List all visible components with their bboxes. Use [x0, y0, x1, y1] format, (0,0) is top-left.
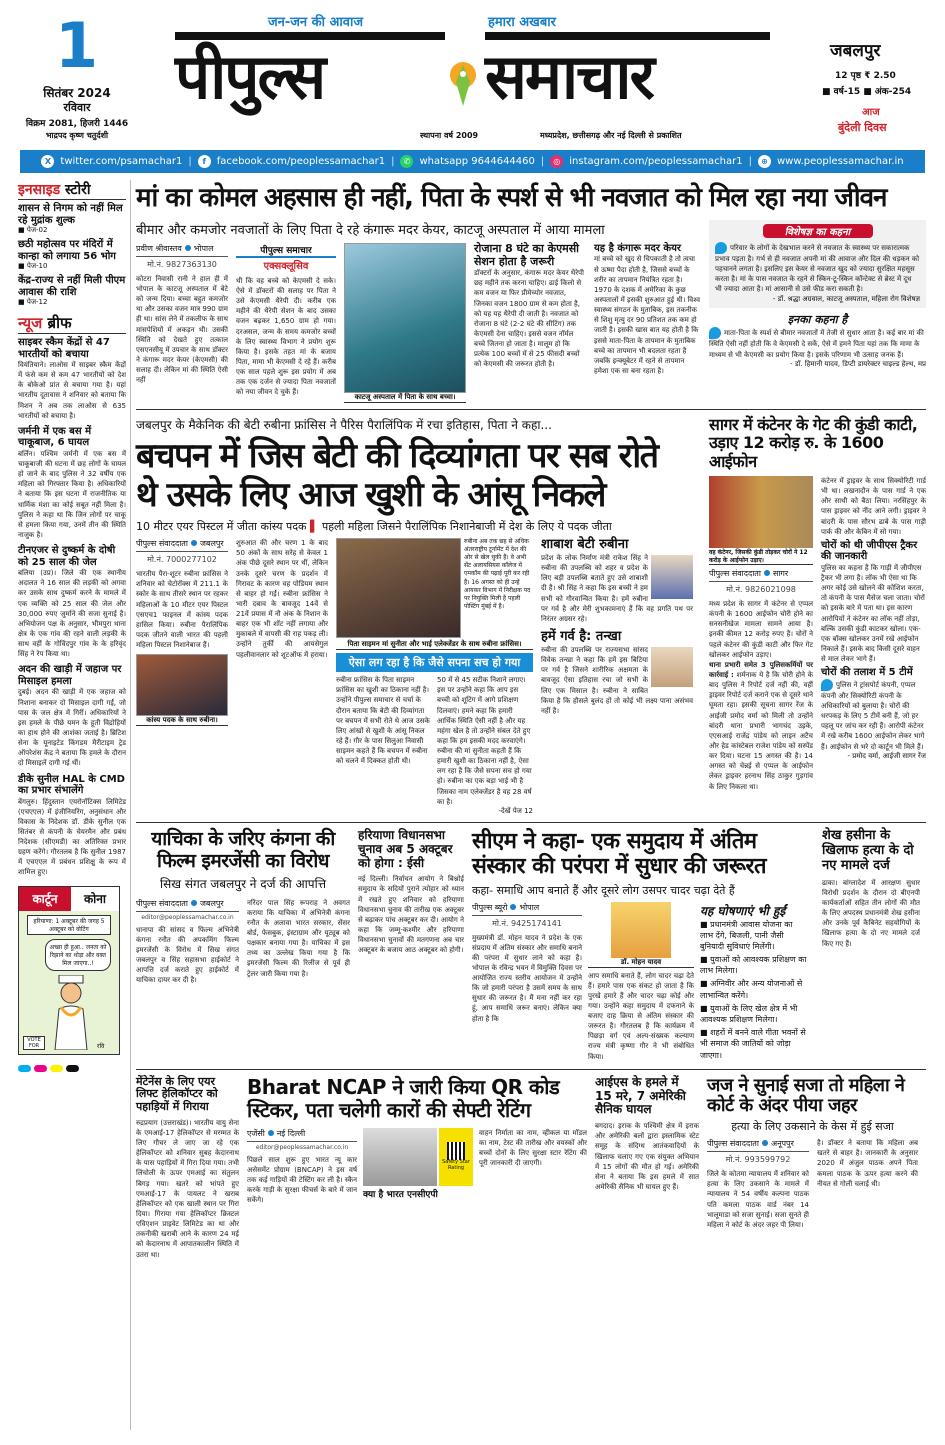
quote-icon: [715, 242, 727, 254]
cartoon-title-a: कार्टून: [19, 887, 71, 911]
news-brief-title: न्यूज ब्रीफ: [18, 313, 126, 334]
rubina-kicker: जबलपुर के मैकेनिक की बेटी रुबीना फ्रांसिस ने पैरिस पैरालिंपिक में रचा इतिहास, पिता ने कहा...: [136, 417, 552, 432]
container-photo: [709, 476, 813, 548]
sagar-col-1: वह कंटेनर, जिसकी कुंडी तोड़कर चोरों ने 12 करोड़ के आईफोन उड़ाए। पीपुल्स संवाददाता सागर मो.नं. 9826021098 मध्य प्रदेश के सागर में कंटेनर से एप्पल कंपनी के 1600 आईफोन चोरी होने का सनसनीखेज मामला सामने आया है। इनकी कीमत 12 करोड़ रुपए है। चोरों ने पहले कंटेनर की कुंडी काटी और फिर गेट खोलकर आईफोन उड़ाए। थाना प्रभारी समेत 3 पुलिसकर्मियों पर कार्रवाई : शर्मनाक ये है कि चोरी होने के बाद पुलिस ने रिपोर्ट दर्ज नहीं की, वहीं ड्राइवर रिपोर्ट दर्ज कराने एक से दूसरे थाने घूमता रहा। इसकी सूचना सागर रेंज के आईजी प्रमोद वर्मा को मिली तो उन्होंने बांदरी थाना प्रभारी भागचंद उइके, एएसआई राजेंद्र पांडेय को लाइन अटैच और हेड कांस्टेबल राजेश पांडेय को सस्पेंड कर दिया। घटना 15 अगस्त की है। 14 अगस्त को चेन्नई से एप्पल के आईफोन लेकर ड्राइवर हरनाथ सिंह ठाकुर गुड़गांव के लिए निकला था।: [709, 476, 813, 792]
brief-item: टीनएजर से दुष्कर्म के दोषी को 25 साल की जेल बलिया (उप्र)। जिले की एक स्थानीय अदालत ने 16 साल की लड़की को अगवा कर उसके साथ दुष्कर्म करने के मामले में एक व्यक्ति को 25 साल की जेल और 30,000 रुपए जुर्माने की सजा सुनाई है। अभियोजन पक्ष के अनुसार, भीमपुरा थाना क्षेत्र के एक गांव की रहने वाली लड़की के साथ वहीं के गोविंदपुर गांव के के हरिवृंद सिंह ने रेप किया था।: [18, 545, 126, 659]
inside-item[interactable]: शासन से निगम को नहीं मिल रहे मुद्रांक शुल्क ■ पेज-02: [18, 203, 123, 234]
social-twitter[interactable]: twitter.com/psamachar1: [60, 156, 183, 167]
inside-story-title: इनसाइड स्टोरी: [18, 180, 126, 200]
social-bar: X twitter.com/psamachar1 | f facebook.com/peoplessamachar1 | ✆ whatsapp 9644644460 | ◎ instagram.com/peoplessamachar1 | ⊕ www.peoplessamachar.in: [20, 150, 925, 173]
date-month-year: सितंबर 2024: [43, 86, 111, 100]
globe-icon: ⊕: [758, 155, 771, 168]
qr-code-icon: [447, 1142, 465, 1160]
rubina-col-3: रुबीना फ्रांसिस के पिता साइमन फ्रांसिस का खुशी का ठिकाना नहीं है। उन्होंने पीपुल्स समाचार से चर्चा के दौरान बताया कि बेटी की दिव्यांगता पर बचपन में सभी रोते थे आज उसके लिए आंखों से खुशी के आंसू निकल रहे हैं। गौर के पास सिलुआ निवासी साइमन कहते हैं कि बचपन में रुबीना को चलने में दिक्कत होती थी।: [336, 676, 430, 766]
lead-section: [136, 184, 926, 410]
cartoon-caption: हरियाणा: 1 अक्टूबर की जगह 5 अक्टूबर को वोटिंग: [27, 915, 111, 935]
year-issue: ■ वर्ष-15 ■ अंक-254: [822, 87, 912, 97]
cartoon-signature: रवि: [97, 1042, 105, 1050]
hasina-story: शेख हसीना के खिलाफ हत्या के दो नए मामले दर्ज ढाका। बांग्लादेश में आरक्षण सुधार विरोधी प्रदर्शन के दौरान दो बीएनपी कार्यकर्ताओं सहित तीन लोगों की मौत के लिए अपदस्थ प्रधानमंत्री शेख हसीना और उनके पूर्व कैबिनेट सहयोगियों के खिलाफ हत्या के दो नए मामले दर्ज किए गए हैं।: [822, 827, 920, 948]
rubina-col-2: शुरुआत की और चरण 1 के बाद 50 अंकों के साथ सरेह से केवल 1 अंक पीछे दूसरे स्थान पर थीं, लेकिन उनके दूसरे चरण के प्रदर्शन में गिरावट के कारण वह पोडियम स्थान से बाहर हो गईं। रुबीना फ्रांसिस ने भारी दबाव के बावजूद 14वें से 21वें प्रयास में नौ अंक के निशान के बाहर एक भी शॉट नहीं लगाया और मुकाबले में वापसी की राह पकड़ ली। उन्होंने तुर्की की आयसेगुल पहलीवानलार को शूटऑफ में हराया।: [236, 539, 328, 659]
inside-item[interactable]: केंद्र-राज्य से नहीं मिली पीएम आवास की राशि ■ पेज-12: [18, 275, 126, 306]
date-samvat: विक्रम 2081, हिजरी 1446: [25, 119, 129, 129]
sagar-headline: सागर में कंटेनर के गेट की कुंडी काटी, उड़ाए 12 करोड़ रु. के 1600 आईफोन: [709, 414, 918, 471]
qr-sticker-photo: Safety Star Rating: [363, 1128, 473, 1186]
minister-photo: [651, 555, 693, 599]
they-say-box: इनका कहना है माता-पिता के स्पर्श से बीमार नवजातों में तेजी से सुधार आता है। कई बार मां की स्थिति ऐसी नहीं होती कि वे केएमसी दे सकें, ऐसे में हमने पिता यहां तक कि मामा के माध्यम से भी केएमसी का प्रयोग किया है। इसके परिणाम भी उत्साह जनक हैं। - डॉ. हिमानी यादव, डिप्टी डायरेक्टर चाइल्ड हेल्थ, मप्र: [709, 313, 926, 368]
slogan-right: हमारा अखबार: [488, 15, 556, 30]
second-section: [136, 416, 926, 823]
masthead: [0, 0, 945, 148]
rubina-photo-caption: कांस्य पदक के साथ रुबीना।: [136, 716, 228, 726]
edition-city: जबलपुर: [830, 41, 881, 61]
brief-item: अदन की खाड़ी में जहाज पर मिसाइल हमला दुबई। अदन की खाड़ी में एक जहाज को निशाना बनाकर दो मिसाइल दागी गईं, जो पास के जल क्षेत्र में गिरीं। अधिकारियों ने इस हमले के पीछे यमन के हूती विद्रोहियों का हाथ होने की आशंका जताई है। ब्रिटिश सेना के यूनाइटेड किंगडम मैरीटाइम ट्रेड ऑपरेशंस केंद्र ने बताया कि हमले के दौरान दो मिसाइलें दागी गई थीं।: [18, 664, 126, 768]
family-photo-caption: पिता साइमन मां सुनीता और भाई एलेक्जेंडर के साथ रुबीना फ्रांसिस।: [336, 640, 533, 650]
exclusive-tag: पीपुल्स समाचार एक्सक्लूसिव: [236, 243, 336, 272]
announcement-item: ■ प्रधानमंत्री आवास योजना का लाभ देंगे, बिजली, पानी जैसी बुनियादी सुविधाएं मिलेंगी।: [700, 919, 793, 951]
quote-icon: [709, 327, 721, 339]
lead-headline: मां का कोमल अहसास ही नहीं, पिता के स्पर्श से भी नवजात को मिल रहा नया जीवन: [136, 183, 887, 213]
cm-story: सीएम ने कहा- एक समुदाय में अंतिम संस्कार की परंपरा में सुधार की जरूरत कहा- समाधि आप बनाते हैं और दूसरे लोग उसपर चादर चढ़ा देते हैं पीपुल्स ब्यूरो भोपाल मो.नं. 9425174141 मुख्यमंत्री डॉ. मोहन यादव ने प्रदेश के एक संप्रदाय में अंतिम संस्कार और समाधि बनाने की परंपरा में सुधार लाने को कहा है। भोपाल के रविन्द्र भवन में विमुक्ति दिवस पर आयोजित राज्य स्तरीय आयोजन में उन्होंने कि जो हमारी परंपरा है उसमें समय के साथ सुधार की जरूरत है। मैं मना नहीं कर रहा हूं, आप समाधि जरूर बनाएं। लेकिन क्या होता है कि डॉ. मोहन यादव आप समाधि बनाते हैं, लोग चादर चढ़ा देते हैं। हमारे पास एक संकट हो जाता है कि पुरखे हमारे हैं और चादर चढ़ा कोई और गया। उन्होंने कहा समुदाय में दफनाने के बजाए दाह क्रिया से अंतिम संस्कार की जरूरत है। गौरतलब है कि कार्यक्रम में पिछड़ा वर्ग एवं अल्प-संख्यक कल्याण राज्य मंत्री कृष्णा गौर ने भी संबोधित किया। यह घोषणाएं भी हुईं ■ प्रधानमंत्री आवास योजना का लाभ देंगे, बिजली, पानी जैसी बुनियादी सुविधाएं मिलेंगी। ■ युवाओं को आवश्यक प्रशिक्षण का लाभ मिलेगा। ■ अग्निवीर और अन्य योजनाओं से लाभान्वित करेंगे। ■ युवाओं के लिए खेल क्षेत्र में भी आवश्यक प्रशिक्षण मिलेगा। ■ शहरों में बनने वाले गीता भवनों से भी समाज की जातियों को जोड़ा जाएगा।: [472, 828, 807, 1061]
facebook-icon: f: [198, 155, 211, 168]
social-website[interactable]: www.peoplessamachar.in: [777, 156, 904, 167]
main-area: [136, 180, 926, 1260]
brief-item: साइबर स्कैम केंद्रों से 47 भारतीयों को बचाया वियंतियाने। लाओस में साइबर स्कैम केंद्रों में फंसे कम से कम 47 भारतीयों को देश के बोकेओ प्रांत से बचाया गया है। यहां भारतीय दूतावास ने शनिवार को बताया कि मिशन ने अब तक लाओस से 635 भारतीयों को बचाया है।: [18, 337, 126, 420]
announcement-item: ■ अग्निवीर और अन्य योजनाओं से लाभान्वित करेंगे।: [700, 979, 803, 1000]
date-tithi: भाद्रपद कृष्ण चतुर्दशी: [45, 131, 109, 140]
instagram-icon: ◎: [550, 155, 563, 168]
quote-icon: [821, 679, 833, 691]
announcement-item: ■ युवाओं के लिए खेल क्षेत्र में भी आवश्यक प्रशिक्षण मिलेगा।: [700, 1003, 798, 1024]
third-section: [136, 829, 926, 1070]
social-whatsapp[interactable]: whatsapp 9644644460: [419, 156, 535, 167]
rubina-family-photo: [336, 538, 461, 638]
brief-item: जर्मनी में एक बस में चाकूबाज, 6 घायल बर्लिन। पश्चिम जर्मनी में एक बस में चाकूबाजी की घटना में छह लोगों के घायल हो जाने के बाद पुलिस ने 32 वर्षीय एक महिला को गिरफ्तार किया है। अधिकारियों ने बताया कि इस घटना में राजनीतिक या धार्मिक मंशा का कोई सबूत नहीं मिला है। पुलिस ने कहा था कि जिन लोगों पर चाकू से हमला किया गया, उनमें तीन की स्थिति नाजुक है।: [18, 425, 126, 539]
lead-photo: [344, 243, 466, 393]
rubina-headline-1: बचपन में जिस बेटी की दिव्यांगता पर सब रोते: [136, 435, 658, 476]
left-column: [18, 180, 126, 1072]
fourth-section: [136, 1076, 926, 1260]
rubina-photo-note: रुबीना अब तक छह से अधिक अंतरराष्ट्रीय टूर्नामेंट में देश की ओर से खेल चुकी हैं। वे अभी सेंट अलायसियस कॉलेज में एमकॉम की पढ़ाई पूरी कर रही हैं। 16 अगस्त को ही उन्हें आयकर विभाग में निरीक्षक पद पर नियुक्ति मिली है पहली पोस्टिंग मुंबई में है।: [464, 538, 531, 610]
date-weekday: रविवार: [63, 101, 91, 114]
rubina-medal-photo: [136, 654, 228, 716]
sagar-col-2: कंटेनर में ड्राइवर के साथ सिक्योरिटी गार्ड भी था। लखनादौन के पास गार्ड ने एक और साथी को बैठा लिया। नरसिंहपुर के पास ड्राइवर को नींद आने लगी। ड्राइवर ने बांदरी के पास सौरभ ढाबे के पास गाड़ी पार्क की और केबिन में सो गया। चोरों को थी जीपीएस ट्रैकर की जानकारी पुलिस का कहना है कि गाड़ी में जीपीएस ट्रैकर भी लगा है। लॉक भी ऐसा था कि अगर कोई उसे खोलने की कोशिश करता, तो कंपनी के पास मैसेज चला जाता। चोरों को इसके बारे में पता था। इस कारण आरोपियों ने कंटेनर का लॉक नहीं तोड़ा, बल्कि उसकी कुंडी काटकर खोला। एक-एक बॉक्स खोलकर उनमें रखे आईफोन निकाले हैं। इसके बाद किसी दूसरे वाहन से माल लेकर भागे हैं। चोरों की तलाश में 5 टीमें पुलिस ने ट्रांसपोर्ट कंपनी, एप्पल कंपनी और सिक्योरिटी कंपनी के अधिकारियों को बुलाया है। चोरों की धरपकड़ के लिए 5 टीमें बनी हैं, जो हर पहलू पर जांच कर रही हैं। आरोपी कंटेनर में रखे करीब 1600 आईफोन लेकर भागे हैं। आईफोन से भरे दो कार्टून भी मिले हैं। - प्रमोद वर्मा, आईजी सागर रेंज: [821, 477, 926, 760]
x-icon: X: [41, 155, 54, 168]
lead-col-2: पीपुल्स समाचार एक्सक्लूसिव थी कि वह बच्चे को केएमसी दे सके। ऐसे में डॉक्टरों की सलाह पर पिता ने उसे केएमसी थैरेपी दी। करीब एक महीने की थैरेपी सेशन के बाद उसका वजन बढ़कर 1,650 ग्राम हो गया। दरअसल, जन्म के समय कमजोर बच्चों के लिए स्वास्थ्य विभाग ने प्रयोग शुरू किया है। इसके तहत मां के बजाय पिता, मामा भी केएमसी दे रहे हैं। करीब एक साल पहले शुरू इस प्रयोग में अब तक एक दर्जन से ज्यादा पिता नवजातों को नया जीवन दे चुके हैं।: [236, 243, 336, 398]
sagar-story: [709, 416, 926, 792]
today-event: बुंदेली दिवस: [838, 121, 887, 134]
lead-side-2: यह है कंगारू मदर केयर मां बच्चे को खुद से चिपकाती है तो त्वचा से ऊष्मा पैदा होती है, जिससे बच्चों के शरीर का तापमान नियंत्रित रहता है। 1970 के दशक में अमेरिका के कुछ अस्पतालों में इसकी शुरुआत हुई थी। विश्व स्वास्थ्य संगठन के मुताबिक, इस तकनीक से शिशु मृत्यु दर 90 प्रतिशत तक कम हो जाती है। इसकी खास बात यह होती है कि इससे माता-पिता के तापमान के मुताबिक बच्चे का तापमान भी बदलता रहता है जबकि इन्क्यूबेटर में रहने से तापमान हमेशा एक सा बना रहता है।: [594, 242, 701, 375]
announcement-item: ■ युवाओं को आवश्यक प्रशिक्षण का लाभ मिलेगा।: [700, 955, 807, 976]
founded-year: स्थापना वर्ष 2009: [420, 131, 479, 140]
mp-photo: [651, 647, 693, 687]
rubina-headline-2: थे उसके लिए आज खुशी के आंसू निकले: [136, 474, 605, 515]
cartoon-title-b: कोना: [71, 887, 119, 911]
brief-item: डीके सुनील HAL के CMD का प्रभार संभालेंगे बेंगलुरु। हिंदुस्तान एयरोनॉटिक्स लिमिटेड (एचएएल) में इंजीनियरिंग, अनुसंधान और विकास के निदेशक डॉ. डीके सुनील एक सितंबर से कंपनी के चेयरमैन और प्रबंध निदेशक (सीएमडी) का अतिरिक्त प्रभार ग्रहण करेंगे। गौरतलब है कि सुनील 1987 में एचएएल में प्रबंधन प्रशिक्षु के रूप में शामिल हुए।: [18, 773, 126, 877]
logo-left: पीपुल्स: [175, 32, 445, 114]
column-divider: [130, 180, 131, 1430]
pen-nib-logo-icon: [448, 60, 478, 110]
date-day: 1: [55, 9, 99, 82]
social-instagram[interactable]: instagram.com/peoplessamachar1: [569, 156, 743, 167]
lead-col-1: प्रवीण श्रीवास्तव भोपाल मो.नं. 9827363130 कोटरा निवासी रानी ने हाल ही में भोपाल के काटजू अस्पताल में बेटे को जन्म दिया। बच्चा बहुत कमजोर था और उसका वजन मात्र 990 ग्राम ही था। सांस लेने में तकलीफ के साथ मांसपेशियों में अकड़न थी। उसकी स्थिति को देखते हुए तत्काल एसएनसीयू में उपचार के साथ डॉक्टर ने कंगारू मदर केयर (केएमसी) की सलाह दी। लेकिन मां की स्थिति ऐसी नहीं: [136, 243, 228, 385]
expert-title: विशेषज्ञ का कहना: [763, 224, 873, 238]
cartoon-speech-bubble: अच्छा ही हुआ.. जनता को रिझाने का थोड़ा और वक्त मिल जाएगा..!: [45, 939, 111, 971]
cartoon-figure-icon: [51, 975, 91, 1050]
rubina-col-4: 50 में से 45 सटीक निशाने लगाए। इस पर उन्होंने कहा कि आप इस बच्ची को शूटिंग में आगे प्रशिक्षण दिलवाएं। हमने कहा कि हमारी आर्थिक स्थिति ऐसी नहीं है और यह महंगा खेल है तो उन्होंने संबल देते हुए कहा कि हम इसकी मदद करवाएंगे। रुबीना की मां सुनीता कहती हैं कि हमारी खुशी का ठिकाना नहीं है, ऐसा लग रहा है कि जैसे सपना सच हो गया हो। रुबीना का एक बड़ा भाई भी है जिसका नाम एलेक्जेंडर है वह 28 वर्ष का है। -देखें पेज 12: [437, 676, 533, 815]
isis-story: आईएस के हमले में 15 मरे, 7 अमेरिकी सैनिक घायल बगदाद। इराक के पश्चिमी क्षेत्र में इराक और अमेरिकी बलों द्वारा इस्लामिक स्टेट समूह के संदिग्ध आतंकवादियों के खिलाफ चलाए गए एक संयुक्त अभियान में 15 लोगों की मौत हो गई। अमेरिकी सेना ने बताया कि इस हमले में सात अमेरिकी सैनिक भी घायल हुए हैं।: [595, 1074, 699, 1191]
announcement-item: ■ शहरों में बनने वाले गीता भवनों से भी समाज की जातियों को जोड़ा जाएगा।: [700, 1028, 806, 1060]
judge-story: जज ने सुनाई सजा तो महिला ने कोर्ट के अंदर पीया जहर हत्या के लिए उकसाने के केस में हुई सजा पीपुल्स संवाददाता अनूपपुर मो.नं. 993599792 जिले के कोतमा न्यायालय में शनिवार को हत्या के लिए उकसाने के मामले में न्यायालय ने 54 वर्षीय कल्पना पाठक पति कमला पाठक वार्ड नंबर 14 भालूमाडा को सजा सुनाई। सजा सुनते ही महिला ने कोर्ट के अंदर जहर पी लिया। है। डॉक्टर ने बताया कि महिला अब खतरे से बाहर है। जानकारी के अनुसार 2020 में अंजुल पाठक अपने पिता कमला पाठक के ऊपर हत्या करने की नीयत से गोली चलाई थी।: [707, 1074, 918, 1229]
publication-note: मध्यप्रदेश, छत्तीसगढ़ और नई दिल्ली से प्रकाशित: [540, 131, 682, 140]
rubina-subhead: 10 मीटर एयर पिस्टल में जीता कांस्य पदक ▌ पहली महिला जिसने पैरालिंपिक निशानेबाजी में देश के लिए ये पदक जीता: [136, 520, 612, 534]
social-facebook[interactable]: facebook.com/peoplessamachar1: [216, 156, 386, 167]
expert-box: विशेषज्ञ का कहना परिवार के लोगों के देखभाल करने से नवजात के स्वास्थ्य पर सकारात्मक प्रभाव पड़ता है। गर्भ से ही नवजात अपनी मां की आवाज और दिल की धड़कन को पहचानने लगता है। इसलिए इस केयर से नवजात खुद को ज्यादा सुरक्षित महसूस करता है। मां के पास नवजात के रहने से स्किन-टू-स्किन कॉन्टेक्ट से ब्रेस्ट में दूध भी ज्यादा आता है। मां आसानी से उसे फीड करा सकती है। - डॉ. श्रद्धा अग्रवाल, काटजू अस्पताल, महिला रोग विशेषज्ञ: [709, 220, 926, 309]
dream-banner: ऐसा लग रहा है कि जैसे सपना सच हो गया: [336, 653, 533, 672]
whatsapp-icon: ✆: [400, 155, 413, 168]
pages-price: 12 पृष्ठ ₹ 2.50: [835, 71, 896, 81]
today-label: आज: [862, 107, 880, 118]
lead-side-1: रोजाना 8 घंटे का केएमसी सेशन होता है जरूरी डॉक्टरों के अनुसार, कंगारू मदर केयर थैरेपी छह महीने तक करना चाहिए। ढाई किलो से कम वजन या फिर प्रीमेच्योर नवजात, जिनका वजन 1800 ग्राम से कम होता है, को यह यह थैरेपी दी जाती है। नवजात को रोजाना 8 घंटे (2-2 घंटे की सीटिंग) तक केएमसी देना चाहिए। इससे वजन नॉर्मल बच्चे जितना हो जाता है। मालूम हो कि प्रत्येक 100 बच्चों में से 25 फीसदी बच्चों को केएमसी की जरूरत होती है।: [474, 241, 584, 369]
inside-item[interactable]: छठी महोत्सव पर मंदिरों में कान्हा को लगाया 56 भोग ■ पेज-10: [18, 239, 116, 270]
logo-right: समाचार: [485, 32, 770, 114]
ncap-story: Bharat NCAP ने जारी किया QR कोड स्टिकर, पता चलेगी कारों की सेफ्टी रेटिंग एजेंसी नई दिल्ली editor@peoplessamachar.co.in पिछले साल शुरू हुए भारत न्यू कार असेसमेंट प्रोग्राम (BNCAP) ने इस वर्ष तक कई गाड़ियों की टेस्टिंग कर ली है। स्कैन करके गाड़ी के सुरक्षा फीचर्स के बारे में जान सकेंगे। Safety Star Rating क्या है भारत एनसीएपी वाहन निर्माता का नाम, व्हीकल या मॉडल का नाम, टेस्ट की तारीख और वयस्कों और बच्चों दोनों के लिए सुरक्षा स्टार रेटिंग की पूरी जानकारी दी जाएगी।: [247, 1074, 587, 1205]
cartoon-sign: VOTE FOR: [23, 1036, 45, 1050]
haryana-story: हरियाणा विधानसभा चुनाव अब 5 अक्टूबर को होगा : ईसी नई दिल्ली। निर्वाचन आयोग ने बिश्नोई समुदाय के सदियों पुराने त्योहार को ध्यान में रखते हुए शनिवार को हरियाणा विधानसभा चुनाव की तारीख एक अक्टूबर से बढ़ाकर पांच अक्टूबर कर दी। आयोग ने कहा कि जम्मू-कश्मीर और हरियाणा विधानसभा चुनावों की मतगणना अब चार अक्टूबर के बजाय आठ अक्टूबर को होगी।: [358, 827, 464, 955]
rubina-col-1: पीपुल्स संवाददाता जबलपुर मो.नं. 7000277102 भारतीय पैरा-शूटर रुबीना फ्रांसिस ने शनिवार को चेटोरॉक्स में 211.1 के स्कोर के साथ तीसरे स्थान पर रहकर महिलाओं के 10 मीटर एयर पिस्टल एसएच1 फाइनल में कांस्य पदक हासिल किया। रुबीना पैरालिंपिक पदक जीतने वाली भारत की पहली महिला पिस्टल निशानेबाज हैं। कांस्य पदक के साथ रुबीना।: [136, 539, 228, 725]
slogan-left: जन-जन की आवाज: [268, 15, 364, 30]
lead-photo-caption: काटजू अस्पताल में पिता के साथ बच्चा।: [344, 393, 466, 403]
shabash-box: शाबाश बेटी रुबीना प्रदेश के लोक निर्माण मंत्री राकेश सिंह ने रुबीना की उपलब्धि को शहर व प्रदेश के लिए बड़ी उपलब्धि बताते हुए उसे शाबाशी दी है। श्री सिंह ने कहा कि इस बच्ची ने हम सभी को गौरवान्वित किया है। हमें रुबीना पर गर्व है और मेरी शुभकामनाएं हैं कि वह प्रगति पथ पर निरंतर अग्रसर रहे। हमें गर्व है: तन्खा रुबीना की उपलब्धि पर राज्यसभा सांसद विवेक तन्खा ने कहा कि हमें इस बिटिया पर गर्व है जिसने शारीरिक अक्षमता के बावजूद ऐसा इतिहास रचा जो सभी के लिए एक मिसाल है। रुबीना ने साबित किया है कि हौसले बुलंद हों तो कोई भी लक्ष्य पाना असंभव नहीं है।: [541, 537, 693, 715]
helicopter-story: मेंटेनेंस के लिए एयर लिफ्ट हेलिकॉप्टर को पहाड़ियों में गिराया रुद्रप्रयाग (उत्तराखंड)। भारतीय वायु सेना के एमआई-17 हेलिकॉप्टर से मरम्मत के लिए गौचर ले जाए जा रहे एक हेलिकॉप्टर को शनिवार सुबह केदारनाथ के पास पहाड़ियों में गिरा दिया गया। तभी लिंचोली के ऊपर एमआई का संतुलन बिगड़ गया। खतरे को भांपते हुए एमआई-17 के पायलट ने खराब हेलिकॉप्टर को एक खाली स्थान पर गिरा दिया। गिराया गया हेलिकॉप्टर क्रिस्टल एविएशन प्राइवेट लिमिटेड का था और तकनीकी खराबी आने के कारण 24 मई को केदारनाथ में आपातकालीन स्थिति में उतरा था।: [136, 1074, 239, 1259]
cartoon-corner: [18, 886, 120, 1055]
lead-subhead: बीमार और कमजोर नवजातों के लिए पिता दे रहे कंगारू मदर केयर, काटजू अस्पताल में आया मामला: [136, 222, 605, 238]
rubina-story: [136, 416, 701, 816]
color-registration-marks: [18, 1065, 126, 1072]
kangana-story: याचिका के जरिए कंगना की फिल्म इमरजेंसी का विरोध सिख संगत जबलपुर ने दर्ज की आपत्ति पीपुल्स संवाददाता जबलपुर editor@peoplessamachar.co.in धानापा की सांसद व फिल्म अभिनेत्री कंगना रनौत की अपकमिंग फिल्म इमरजेंसी के विरोध में सिख संगत जबलपुर व सिंह सहासभा हाईकोर्ट ने आपत्ति दर्ज कराते हुए हाईकोर्ट में याचिका दायर कर दी है। नरिंदर पाल सिंह रूपराह ने अवगत कराया कि याचिका में अभिनेत्री कंगना रनौत के अलावा भारत सरकार, सेंसर बोर्ड, फेसबुक, इंस्टाग्राम और यूट्यूब को पक्षकार बनाया गया है। याचिका में इस तथ्य का उल्लेख किया गया है कि इमरजेंसी फिल्म की रिलीज से पूर्व ही ट्रेलर जारी किया गया है।: [136, 827, 350, 985]
cm-photo: [611, 902, 671, 958]
